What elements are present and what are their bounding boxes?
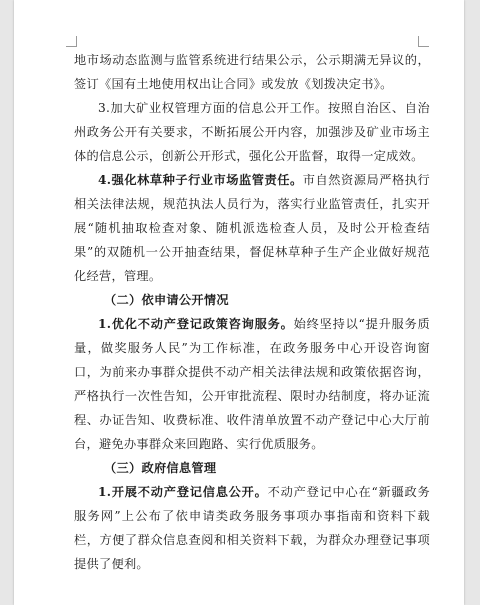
paragraph-lead: 1.开展不动产登记信息公开。 xyxy=(98,485,268,499)
paragraph: 3.加大矿业权管理方面的信息公开工作。按照自治区、自治州政务公开有关要求，不断拓展公开内容，加强涉及矿业市场主体的信息公示，创新公开形式，强化公开监督，取得一定成效。 xyxy=(74,101,430,163)
paragraph-body: 始终坚持以“提升服务质量，做奖服务人民”为工作标准，在政务服务中心开设咨询窗口，为前来办事群众提供不动产相关法律法规和政策依据咨询，严格执行一次性告知，公开审批流程、限时办结制度，将办证流程、办证告知、收费标准、收件清单放置不动产登记中心大厅前台，避免办事群众来回跑路、实行优质服务。 xyxy=(74,317,431,451)
paragraph-body: 市自然资源局严格执行相关法律法规，规范执法人员行为，落实行业监管责任，扎实开展“随机抽取检查对象、随机派选检查人员，及时公开检查结果”的双随机一公开抽查结果，督促林草种子生产企业做好规范化经营，管理。 xyxy=(74,173,431,283)
document-page xyxy=(14,0,464,605)
document-body xyxy=(74,48,430,576)
section-heading: （二）依申请公开情况 xyxy=(104,293,229,307)
section-heading: （三）政府信息管理 xyxy=(104,461,217,475)
paragraph xyxy=(74,168,430,288)
paragraph-lead: 4.强化林草种子行业市场监管责任。 xyxy=(98,173,303,187)
paragraph xyxy=(74,312,430,456)
paragraph-body: 不动产登记中心在“新疆政务服务网”上公布了依申请类政务服务事项办事指南和资料下载栏，方便了群众信息查阅和相关资料下载，为群众办理登记事项提供了便利。 xyxy=(74,485,430,571)
crop-mark-top-right xyxy=(418,36,429,47)
paragraph xyxy=(74,480,430,576)
crop-mark-top-left xyxy=(66,36,77,47)
paragraph-lead: 1.优化不动产登记政策咨询服务。 xyxy=(98,317,294,331)
paragraph: 地市场动态监测与监管系统进行结果公示，公示期满无异议的，签订《国有土地使用权出让合同》或发放《划拨决定书》。 xyxy=(74,53,430,91)
